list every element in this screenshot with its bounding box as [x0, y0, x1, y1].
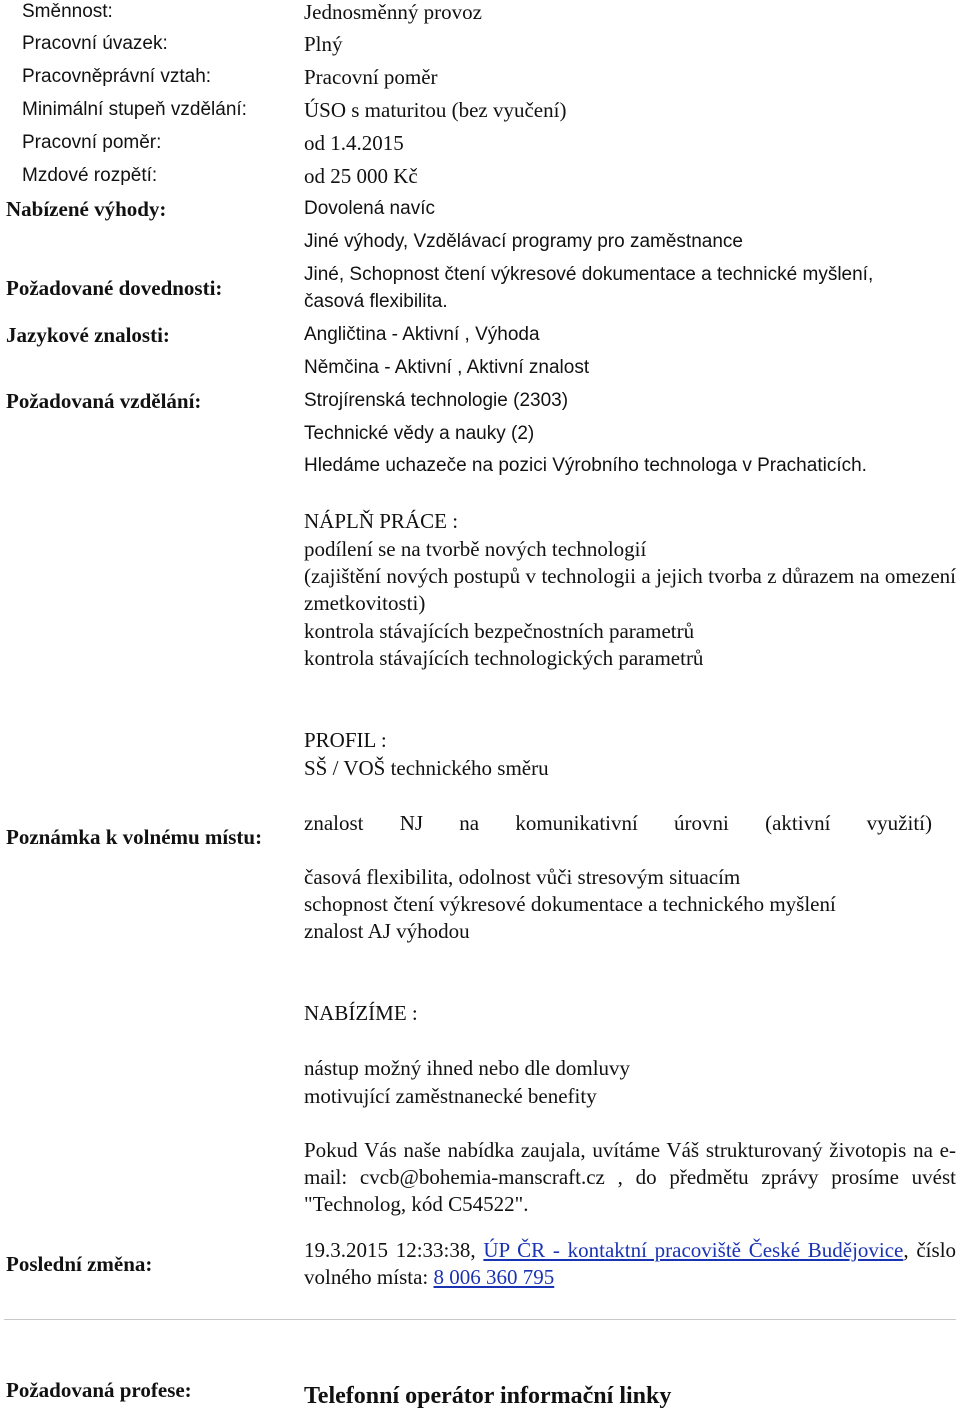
note-intro: Hledáme uchazeče na pozici Výrobního technologa v Prachaticích.	[304, 455, 867, 476]
profil-line: schopnost čtení výkresové dokumentace a technického myšlení	[304, 892, 836, 916]
label-posledni-zmena: Poslední změna:	[6, 1252, 153, 1276]
label-uvazek: Pracovní úvazek:	[22, 33, 168, 54]
nabizime-line: nástup možný ihned nebo dle domluvy	[304, 1056, 631, 1080]
education-item: Technické vědy a nauky (2)	[304, 423, 535, 444]
value-mzdove-rozpeti: od 25 000 Kč	[304, 164, 418, 188]
label-nabizene-vyhody: Nabízené výhody:	[6, 197, 167, 221]
label-pozadovana-profese: Požadovaná profese:	[6, 1378, 192, 1402]
skills-line: Jiné, Schopnost čtení výkresové dokumentace a technické myšlení,	[304, 264, 874, 285]
napln-line: podílení se na tvorbě nových technologií	[304, 537, 647, 561]
napln-line: (zajištění nových postupů v technologii a jejich tvorba z důrazem na omezení zmetkovitosti)	[304, 564, 956, 615]
language-item: Němčina - Aktivní , Aktivní znalost	[304, 357, 590, 378]
section-divider	[4, 1319, 956, 1320]
last-change-timestamp: 19.3.2015 12:33:38,	[304, 1238, 476, 1262]
last-change-text	[304, 1237, 956, 1291]
label-pozadovana-vzdelani: Požadovaná vzdělání:	[6, 389, 202, 413]
label-poznamka: Poznámka k volnému místu:	[6, 825, 263, 849]
nabizime-heading: NABÍZÍME :	[304, 1001, 418, 1025]
profil-line: znalost AJ výhodou	[304, 919, 470, 943]
label-vztah: Pracovněprávní vztah:	[22, 66, 212, 87]
profese-title: Telefonní operátor informační linky	[304, 1383, 672, 1409]
label-jazykove-znalosti: Jazykové znalosti:	[6, 323, 170, 347]
napln-prace-heading: NÁPLŇ PRÁCE :	[304, 509, 459, 533]
benefit-item: Jiné výhody, Vzdělávací programy pro zaměstnance	[304, 231, 743, 252]
language-item: Angličtina - Aktivní , Výhoda	[304, 324, 540, 345]
profil-heading: PROFIL :	[304, 728, 387, 752]
label-pracovni-pomer: Pracovní poměr:	[22, 132, 162, 153]
benefit-item: Dovolená navíc	[304, 198, 435, 219]
profil-line: časová flexibilita, odolnost vůči stresovým situacím	[304, 865, 741, 889]
label-smennost: Směnnost:	[22, 1, 113, 22]
napln-line: kontrola stávajících bezpečnostních parametrů	[304, 619, 695, 643]
value-vztah: Pracovní poměr	[304, 65, 438, 89]
profil-line: SŠ / VOŠ technického směru	[304, 756, 549, 780]
value-uvazek: Plný	[304, 32, 343, 56]
napln-line: kontrola stávajících technologických parametrů	[304, 646, 704, 670]
closing-paragraph: Pokud Vás naše nabídka zaujala, uvítáme Váš strukturovaný životopis na e-mail: cvcb@bohemia-manscraft.cz , do předmětu zprávy prosíme uvést "Technolog, kód C54522".	[304, 1138, 956, 1216]
profil-line: znalost NJ na komunikativní úrovni (aktivní využití)	[304, 811, 932, 835]
label-min-vzdelani: Minimální stupeň vzdělání:	[22, 99, 247, 120]
value-pracovni-pomer: od 1.4.2015	[304, 131, 404, 155]
office-link[interactable]: ÚP ČR - kontaktní pracoviště České Budějovice	[483, 1238, 904, 1262]
skills-line: časová flexibilita.	[304, 291, 448, 312]
vacancy-number-link[interactable]: 8 006 360 795	[433, 1265, 555, 1289]
label-pozadovane-dovednosti: Požadované dovednosti:	[6, 276, 223, 300]
education-item: Strojírenská technologie (2303)	[304, 390, 569, 411]
nabizime-line: motivující zaměstnanecké benefity	[304, 1084, 597, 1108]
value-min-vzdelani: ÚSO s maturitou (bez vyučení)	[304, 98, 567, 122]
value-smennost: Jednosměnný provoz	[304, 0, 482, 24]
label-mzdove-rozpeti: Mzdové rozpětí:	[22, 165, 158, 186]
last-change-middle: , číslo volného místa:	[304, 1238, 957, 1289]
